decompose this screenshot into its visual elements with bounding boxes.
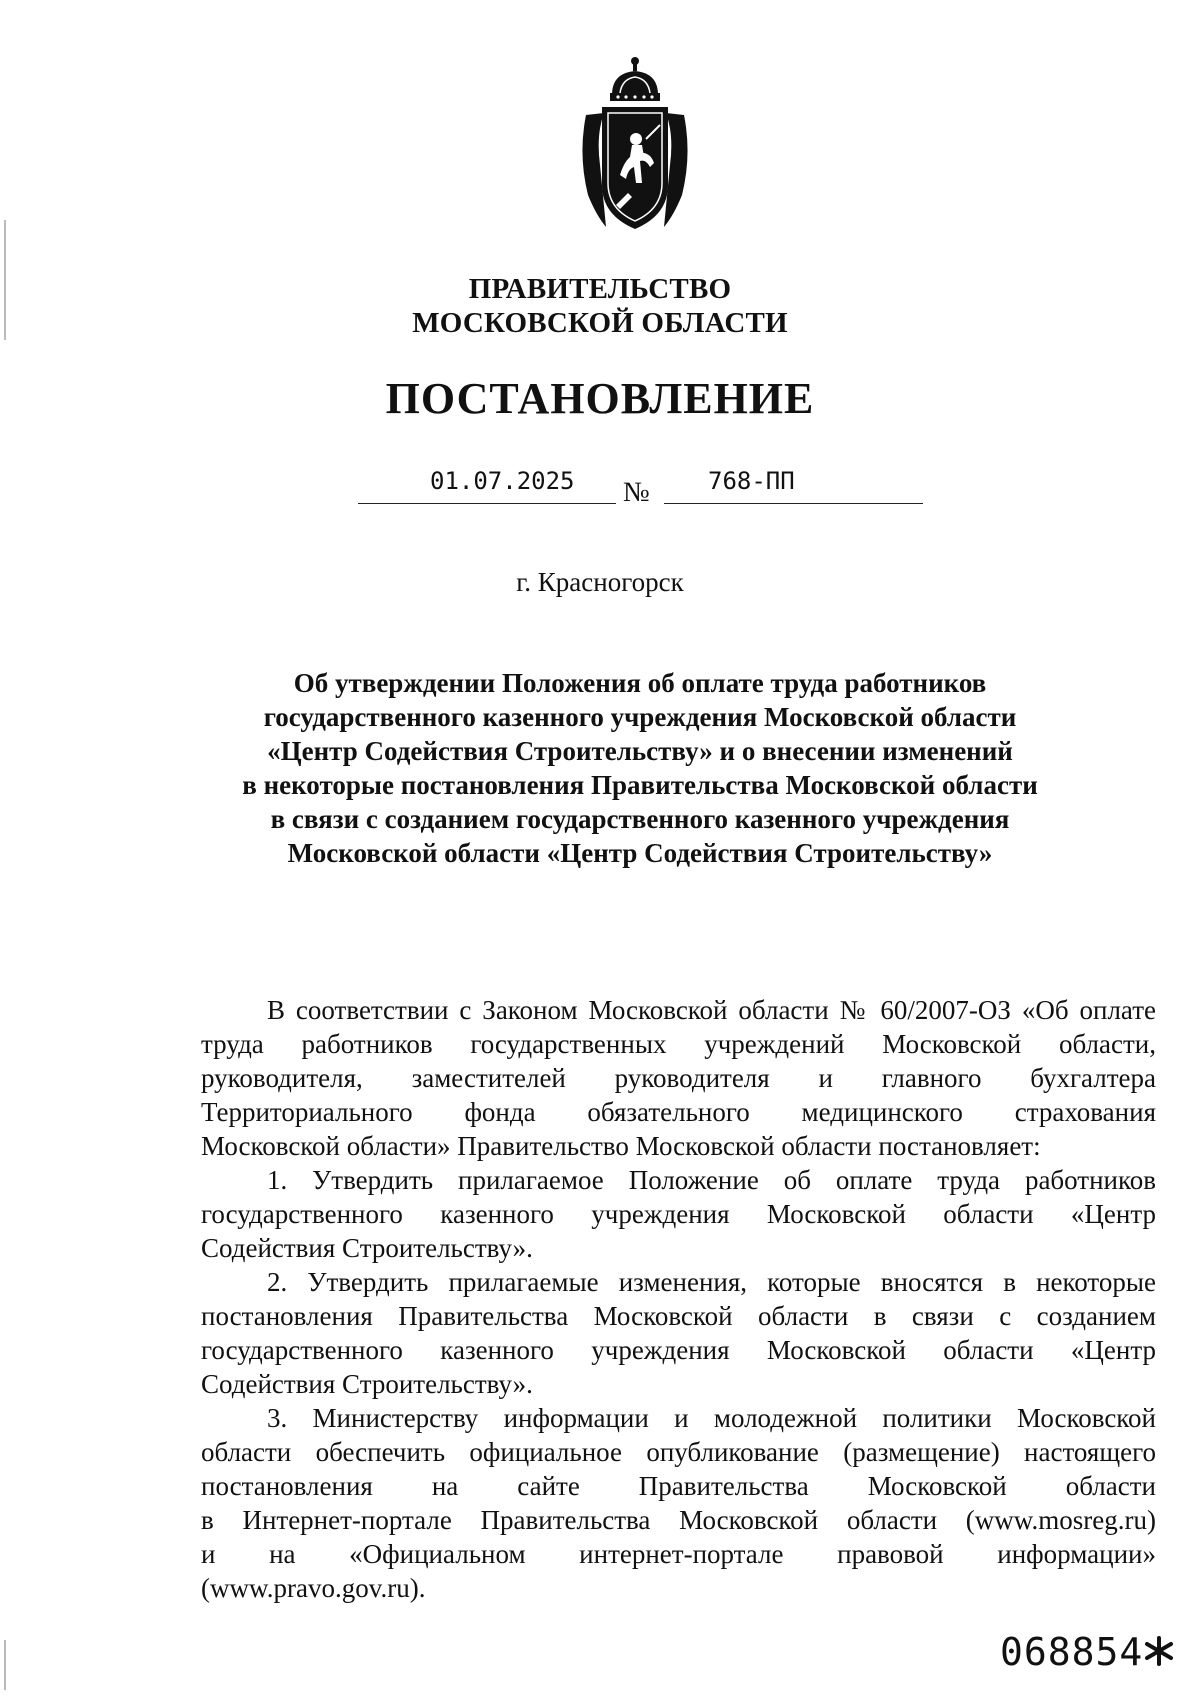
subject-line: Об утверждении Положения об оплате труда работников (293, 668, 987, 698)
scan-margin-mark (4, 220, 6, 340)
coat-of-arms-icon (576, 55, 694, 235)
body-line: труда работников государственных учреждений Московской области, (201, 1029, 1156, 1059)
date-number-row (0, 455, 1200, 515)
number-underline (664, 503, 923, 504)
body-line: области обеспечить официальное опубликование (размещение) настоящего (201, 1437, 1156, 1467)
document-date: 01.07.2025 (430, 467, 575, 495)
asterisk-icon (1142, 1634, 1176, 1668)
document-subject (200, 666, 1080, 870)
number-sign: № (623, 477, 650, 508)
body-line: государственного казенного учреждения Московской области «Центр (201, 1335, 1156, 1365)
subject-line: «Центр Содействия Строительству» и о внесении изменений (267, 736, 1013, 766)
body-line: Московской области» Правительство Московской области постановляет: (201, 1131, 1041, 1161)
subject-line: Московской области «Центр Содействия Строительству» (287, 838, 993, 868)
body-line: В соответствии с Законом Московской области № 60/2007-ОЗ «Об оплате (267, 995, 1156, 1025)
document-body (201, 993, 1156, 1605)
city-name: г. Красногорск (516, 567, 684, 597)
body-line: Содействия Строительству». (201, 1369, 533, 1399)
government-name-line1: ПРАВИТЕЛЬСТВО (468, 273, 732, 305)
body-line: Содействия Строительству». (201, 1233, 533, 1263)
document-type-title: ПОСТАНОВЛЕНИЕ (385, 374, 815, 423)
body-line: постановления на сайте Правительства Московской области (201, 1471, 1156, 1501)
date-underline (358, 503, 616, 504)
subject-line: в связи с созданием государственного казенного учреждения (270, 804, 1010, 834)
scan-margin-mark (4, 1640, 6, 1690)
body-line: 2. Утвердить прилагаемые изменения, которые вносятся в некоторые (267, 1267, 1156, 1297)
subject-line: в некоторые постановления Правительства Московской области (242, 770, 1038, 800)
body-line: Территориального фонда обязательного медицинского страхования (201, 1097, 1156, 1127)
subject-line: государственного казенного учреждения Московской области (263, 702, 1017, 732)
body-line: 3. Министерству информации и молодежной политики Московской (267, 1403, 1156, 1433)
document-number: 768-ПП (708, 467, 795, 495)
body-line: и на «Официальном интернет-портале правовой информации» (201, 1539, 1156, 1569)
body-line: постановления Правительства Московской области в связи с созданием (201, 1301, 1156, 1331)
body-line: руководителя, заместителей руководителя и главного бухгалтера (201, 1063, 1156, 1093)
body-line: государственного казенного учреждения Московской области «Центр (201, 1199, 1156, 1229)
serial-number: 068854 (1000, 1630, 1144, 1674)
body-line: (www.pravo.gov.ru). (201, 1573, 426, 1603)
government-name-line2: МОСКОВСКОЙ ОБЛАСТИ (412, 307, 788, 339)
body-line: 1. Утвердить прилагаемое Положение об оплате труда работников (267, 1165, 1156, 1195)
body-line: в Интернет-портале Правительства Московской области (www.mosreg.ru) (201, 1505, 1156, 1535)
